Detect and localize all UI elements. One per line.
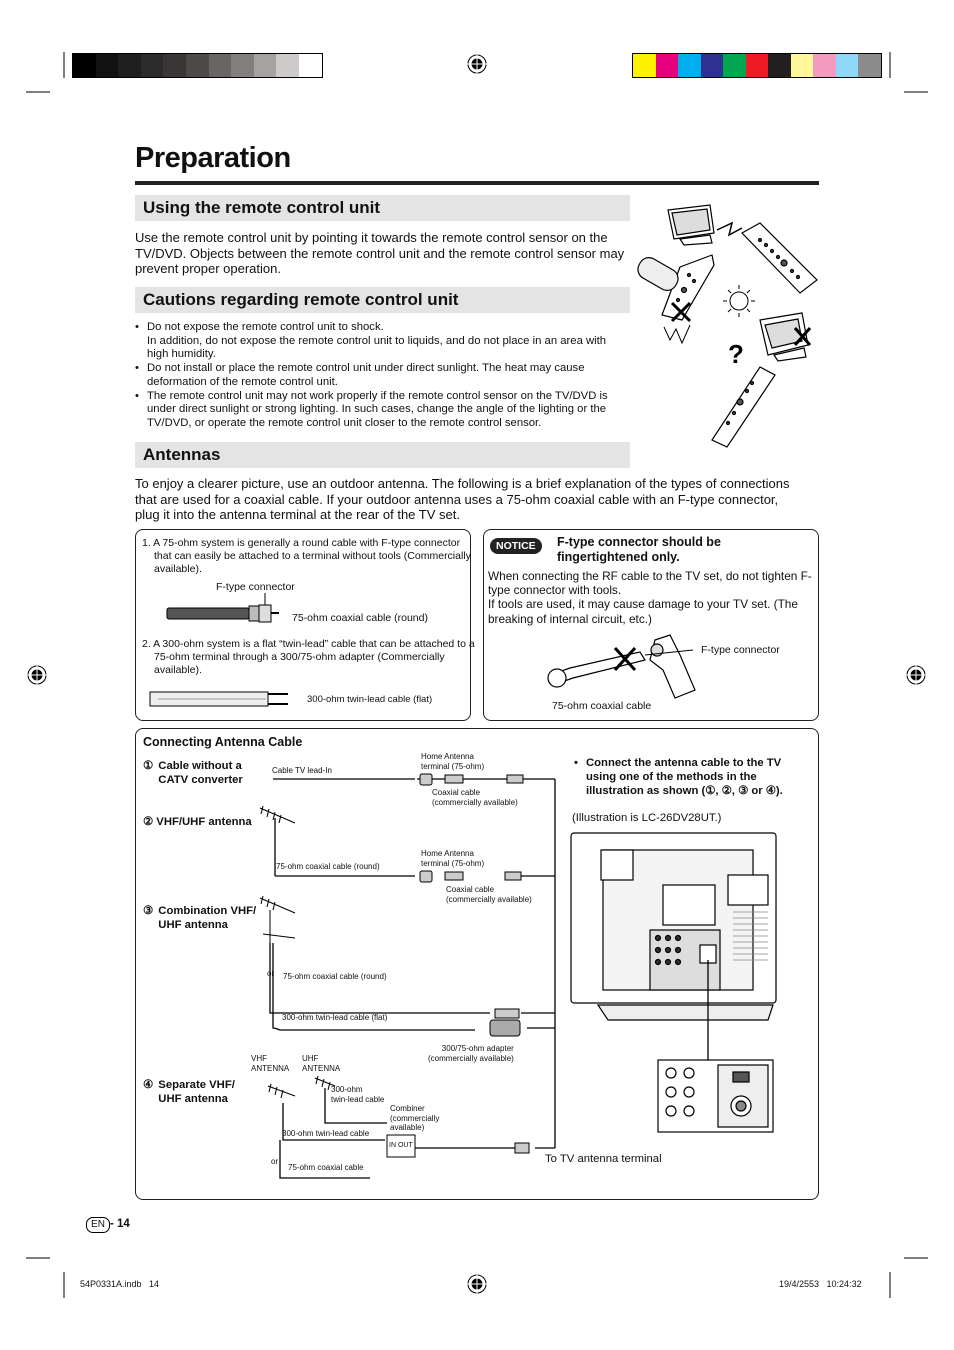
label-home-terminal-2: Home Antenna terminal (75-ohm) bbox=[421, 849, 485, 868]
method-1-num: ① bbox=[143, 760, 154, 772]
round-cable-icon bbox=[165, 593, 285, 633]
notice-text-2: If tools are used, it may cause damage to your TV set. (The breaking of internal circuit, etc.) bbox=[488, 597, 798, 626]
method-2-label: VHF/UHF antenna bbox=[156, 816, 252, 828]
antennas-text: To enjoy a clearer picture, use an outdoor antenna. The following is a brief explanation of the types of connections that are used for a coaxial cable. If your outdoor antenna uses a 75-ohm coaxial cable with an F-type connector, plug it into the antenna terminal at the rear of the TV set. bbox=[135, 476, 790, 522]
illustration-note: (Illustration is LC-26DV28UT.) bbox=[572, 812, 722, 824]
cable-type-1-text: 1. A 75-ohm system is generally a round cable with F-type connector that can easily be attached to a terminal without tools (Commercially available). bbox=[142, 537, 471, 575]
notice-coax-label: 75-ohm coaxial cable bbox=[552, 700, 652, 712]
method-3-label: Combination VHF/ UHF antenna bbox=[158, 905, 257, 931]
adapter-icon bbox=[490, 1020, 520, 1036]
registration-mark-left bbox=[25, 663, 49, 687]
method-4-label: Separate VHF/ UHF antenna bbox=[158, 1079, 235, 1105]
label-adapter: 300/75-ohm adapter (commercially available) bbox=[428, 1044, 514, 1063]
wrench-icon bbox=[548, 652, 645, 687]
label-twin-lead: 300-ohm twin-lead cable bbox=[282, 1129, 370, 1138]
section-heading-cautions bbox=[135, 287, 630, 313]
remote-text: Use the remote control unit by pointing it towards the remote control sensor on the TV/DVD. Objects between the remote control unit and the remote control sensor may prevent proper operation. bbox=[135, 230, 625, 276]
cautions-list bbox=[135, 321, 629, 431]
section-heading-antennas-text: Antennas bbox=[143, 445, 221, 464]
connect-instruction bbox=[574, 756, 810, 798]
label-coax75: 75-ohm coaxial cable bbox=[288, 1163, 364, 1172]
wrench-hand-illustration bbox=[545, 630, 705, 700]
section-heading-cautions-text: Cautions regarding remote control unit bbox=[143, 290, 459, 309]
connect-instruction-text: • Connect the antenna cable to the TV using one of the methods in the illustration as shown (①, ②, ③ or ④). bbox=[574, 756, 810, 798]
label-twin300: 300-ohm twin-lead cable bbox=[331, 1085, 385, 1104]
label-cable-tv: Cable TV lead-In bbox=[272, 766, 332, 775]
caution-item: • The remote control unit may not work properly if the remote control sensor on the TV/DVD is under direct sunlight or strong lighting. In such cases, change the angle of the lighting or the TV/DVD, or operate the remote control unit closer to the remote control sensor. bbox=[135, 390, 629, 431]
connecting-title: Connecting Antenna Cable bbox=[143, 735, 303, 749]
coax-end-connector-icon bbox=[515, 1143, 529, 1153]
caution-item: • Do not install or place the remote control unit under direct sunlight. The heat may cause deformation of the remote control unit. bbox=[135, 362, 629, 389]
section-heading-antennas bbox=[135, 442, 630, 468]
combination-antenna-icon bbox=[260, 896, 295, 943]
registration-mark-top bbox=[465, 52, 489, 76]
title-rule bbox=[135, 181, 819, 185]
notice-badge: NOTICE bbox=[490, 538, 542, 554]
method-1-label: Cable without a CATV converter bbox=[158, 760, 243, 786]
dropped-remote-icon bbox=[634, 254, 714, 320]
sun-icon bbox=[723, 285, 755, 317]
label-round-2: 75-ohm coaxial cable (round) bbox=[283, 972, 387, 981]
vhf-antenna-icon bbox=[268, 1084, 295, 1098]
coax-connector-icon bbox=[495, 1009, 519, 1018]
page-title: Preparation bbox=[135, 142, 291, 174]
file-name: 54P0331A.indb 14 bbox=[80, 1279, 160, 1289]
label-uhf: UHF ANTENNA bbox=[302, 1054, 341, 1073]
tv-rear-illustration bbox=[568, 830, 780, 1135]
label-combiner: Combiner (commercially available) bbox=[390, 1104, 440, 1132]
remote-control-bottom-icon bbox=[712, 367, 775, 447]
question-mark-icon: ? bbox=[728, 339, 744, 369]
label-in-out: IN OUT bbox=[389, 1142, 413, 1149]
cable-type-2-text: 2. A 300-ohm system is a flat “twin-lead” cable that can be attached to a 75-ohm terminal through a 300/75-ohm adapter (Commercially available). bbox=[142, 638, 475, 676]
hand-icon bbox=[650, 635, 695, 698]
notice-text-1: When connecting the RF cable to the TV set, do not tighten F-type connector with tools. bbox=[488, 569, 812, 597]
label-vhf: VHF ANTENNA bbox=[251, 1054, 290, 1073]
terminal-closeup bbox=[658, 1060, 773, 1132]
label-flat-2: 300-ohm twin-lead cable (flat) bbox=[282, 1013, 388, 1022]
method-4-num: ④ bbox=[143, 1079, 154, 1091]
registration-mark-bottom bbox=[465, 1272, 489, 1296]
print-timestamp: 19/4/2553 10:24:32 bbox=[779, 1279, 862, 1289]
flat-cable-icon bbox=[148, 688, 303, 712]
round-cable-label: 75-ohm coaxial cable (round) bbox=[292, 612, 428, 624]
vhf-uhf-antenna-icon bbox=[260, 806, 295, 823]
to-terminal-label: To TV antenna terminal bbox=[545, 1153, 662, 1165]
caution-item: • Do not expose the remote control unit to shock. In addition, do not expose the remote control unit to liquids, and do not place in an area with high humidity. bbox=[135, 321, 629, 362]
section-heading-remote-text: Using the remote control unit bbox=[143, 198, 381, 217]
label-home-terminal-1: Home Antenna terminal (75-ohm) bbox=[421, 752, 485, 771]
section-heading-remote bbox=[135, 195, 630, 221]
language-badge: EN bbox=[86, 1217, 110, 1233]
flat-cable-label: 300-ohm twin-lead cable (flat) bbox=[307, 694, 433, 705]
remote-cautions-illustration bbox=[632, 195, 822, 450]
registration-mark-right bbox=[904, 663, 928, 687]
method-2-num: ② bbox=[143, 816, 154, 828]
page-number: - 14 bbox=[110, 1218, 130, 1230]
label-coax-2: Coaxial cable (commercially available) bbox=[446, 885, 532, 904]
tv-top-icon bbox=[668, 205, 714, 245]
label-or-2: or bbox=[271, 1157, 279, 1166]
notice-title: F-type connector should be fingertightened only. bbox=[557, 535, 721, 564]
label-coax-1: Coaxial cable (commercially available) bbox=[432, 788, 518, 807]
ftype-connector-label: F-type connector bbox=[216, 581, 295, 593]
label-or-1: or bbox=[267, 969, 275, 978]
label-round-1: 75-ohm coaxial cable (round) bbox=[276, 862, 380, 871]
home-terminal-2-icon bbox=[420, 871, 521, 882]
notice-ftype-label: F-type connector bbox=[701, 644, 780, 656]
method-3-num: ③ bbox=[143, 905, 154, 917]
remote-control-icon bbox=[742, 223, 817, 293]
